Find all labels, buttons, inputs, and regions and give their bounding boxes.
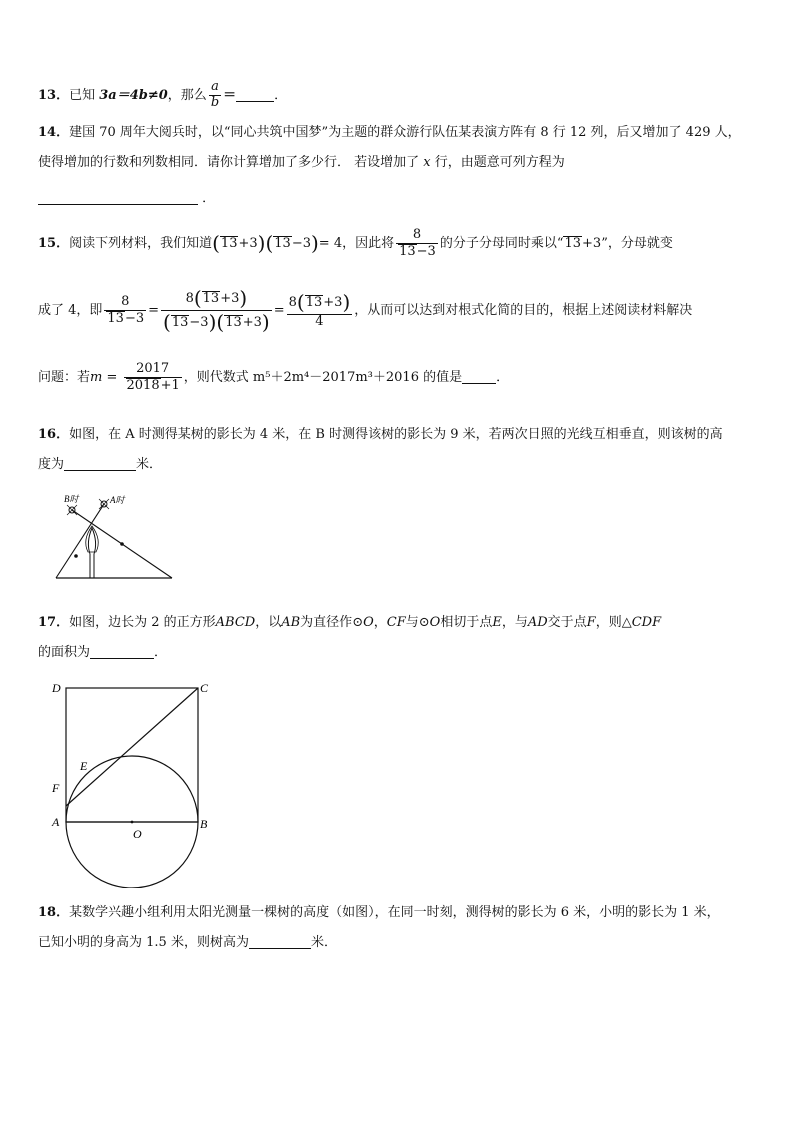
q16-line2b: 米． — [136, 457, 163, 472]
q13-equation: 3a＝4b≠0 — [99, 87, 168, 103]
question-16 — [38, 420, 758, 480]
tree-diagram-svg — [52, 492, 182, 582]
q13-frac-num: a — [211, 79, 219, 94]
q17-t4: ， — [373, 615, 387, 630]
question-17 — [38, 608, 758, 668]
eight: 8 — [185, 291, 194, 306]
q17-t7: ，与 — [501, 615, 528, 630]
label-o: O — [133, 827, 142, 841]
q15-plus3: +3 — [582, 236, 602, 251]
equals-sign: = — [273, 303, 285, 318]
answer-blank[interactable] — [64, 454, 136, 471]
q16-tree-shadow-figure — [52, 492, 182, 582]
plus-one: +1 — [160, 377, 180, 393]
label-ab: AB — [281, 615, 301, 630]
q15-fraction-m — [124, 362, 182, 394]
q17-end: ． — [154, 645, 168, 660]
question-number: 17． — [38, 615, 70, 630]
frac-num: 8(13+3) — [185, 286, 248, 310]
q15-plus3: +3 — [220, 291, 240, 306]
q17-square-circle-figure — [46, 678, 222, 888]
frac-den — [104, 310, 146, 327]
q17-line1 — [38, 608, 758, 638]
frac-num: 8(13+3) — [288, 290, 351, 315]
q14-line2b: 行，由题意可列方程为 — [430, 155, 565, 170]
label-abcd: ABCD — [215, 615, 256, 630]
q15-t3: 的分子分母同时乘以“ — [439, 236, 564, 251]
var-m: m — [90, 370, 103, 385]
sqrt-13: 13 — [225, 315, 242, 330]
frac-den — [124, 377, 182, 394]
q15-fraction-3 — [161, 287, 272, 334]
q15-eq4: = 4 — [318, 236, 343, 251]
answer-blank[interactable] — [38, 188, 198, 205]
label-f: F — [52, 781, 60, 795]
label-d: D — [52, 681, 61, 695]
q13-text-a: 已知 — [69, 87, 96, 103]
q15-line1: 15．阅读下列材料，我们知道(13+3)(13−3)= 4，因此将 $\frac{8}{13-3}$ 的分子分母同时乘以“13+3”，分母就变 — [38, 226, 673, 259]
q17-line2a: 的面积为 — [38, 645, 91, 660]
q16-line2a: 度为 — [38, 457, 65, 472]
q14-line2 — [38, 148, 758, 178]
question-18 — [38, 898, 758, 958]
answer-blank[interactable] — [90, 642, 154, 659]
frac-num: 8 — [412, 226, 422, 242]
q17-line2 — [38, 638, 758, 668]
sqrt-13: 13 — [171, 315, 189, 330]
answer-blank[interactable] — [249, 932, 311, 949]
q15-t2: ，因此将 — [342, 236, 395, 251]
label-a-time: A时 — [110, 495, 125, 505]
q15-end: ． — [496, 370, 510, 385]
frac-num: 2017 — [136, 360, 170, 376]
circle-o-symbol: ⊙O — [418, 615, 441, 630]
q15-line3: 问题：若m = $\frac{2017}{2018+1}$ ，则代数式 m⁵＋2m⁴－2017m³＋2016 的值是 ． — [38, 360, 510, 393]
answer-blank[interactable] — [462, 367, 496, 384]
answer-blank[interactable] — [236, 85, 274, 102]
q16-line1 — [38, 420, 758, 450]
triangle-cdf: △CDF — [621, 615, 662, 630]
sqrt-13: 13 — [399, 243, 416, 259]
q13-end: ． — [274, 87, 288, 103]
label-a: A — [52, 815, 60, 829]
question-number: 13． — [38, 87, 70, 103]
q15-minus3: −3 — [291, 236, 311, 251]
q14-line1 — [38, 118, 758, 148]
frac-den: 4 — [287, 314, 353, 330]
frac-den: (13−3)(13+3) — [163, 310, 270, 334]
q16-line2 — [38, 450, 758, 480]
q15-fraction-4 — [287, 291, 353, 330]
q15-t7: 问题：若 — [38, 370, 91, 385]
q17-t5: 与 — [405, 615, 419, 630]
q18-line1-text: 某数学兴趣小组利用太阳光测量一棵树的高度（如图），在同一时刻，测得树的影长为 6 米，小明的影长为 1 米， — [69, 905, 720, 920]
q18-line2 — [38, 928, 758, 958]
label-e: E — [492, 615, 502, 630]
question-number: 14． — [38, 125, 70, 140]
q15-minus3: −3 — [124, 310, 145, 326]
equals-sign: = — [148, 303, 160, 318]
question-number: 15． — [38, 236, 70, 251]
sqrt-13: 13 — [305, 295, 323, 311]
q15-fraction-2 — [104, 295, 146, 327]
sqrt-2018: 2018 — [126, 377, 160, 393]
q17-t8: 交于点 — [547, 615, 587, 630]
q18-line1 — [38, 898, 758, 928]
q13-frac-den: b — [210, 94, 220, 110]
q15-plus3: +3 — [323, 295, 343, 311]
q17-t2: ，以 — [255, 615, 282, 630]
q17-t9: ，则 — [595, 615, 622, 630]
q17-t6: 相切于点 — [440, 615, 493, 630]
q15-t4: ”，分母就变 — [601, 236, 673, 251]
eight: 8 — [288, 295, 297, 311]
label-e: E — [80, 759, 88, 773]
label-b: B — [200, 817, 208, 831]
q14-line3 — [38, 184, 758, 214]
label-ad: AD — [527, 615, 548, 630]
q18-line2b: 米． — [310, 935, 337, 950]
sqrt-13: 13 — [564, 236, 582, 251]
sun-a-icon — [99, 499, 109, 509]
sun-b-icon — [67, 505, 77, 515]
q14-var: x — [423, 155, 431, 170]
label-cf: CF — [386, 615, 406, 630]
q14-line2a: 使得增加的行数和列数相同．请你计算增加了多少行． 若设增加了 — [38, 155, 420, 170]
q18-line2a: 已知小明的身高为 1.5 米，则树高为 — [38, 935, 249, 950]
sqrt-13: 13 — [202, 291, 220, 306]
label-c: C — [200, 681, 209, 695]
question-number: 16． — [38, 427, 70, 442]
label-f: F — [586, 615, 596, 630]
q15-fraction-1 — [396, 228, 438, 260]
q15-t8: ，则代数式 m⁵＋2m⁴－2017m³＋2016 的值是 — [183, 370, 463, 385]
question-13 — [38, 80, 758, 111]
square-circle-svg — [46, 678, 222, 888]
label-b-time: B时 — [64, 494, 79, 504]
q15-plus3: +3 — [242, 315, 262, 330]
q15-plus3: +3 — [238, 236, 258, 251]
q14-line1-text: 建国 70 周年大阅兵时，以“同心共筑中国梦”为主题的群众游行队伍某表演方阵有 8 行 12 列，后又增加了 429 人， — [69, 125, 741, 140]
sqrt-13: 13 — [220, 236, 238, 251]
q17-t3: 为直径作 — [300, 615, 353, 630]
q13-equals: ＝ — [223, 87, 237, 103]
q15-line2 — [38, 286, 758, 336]
frac-den — [396, 243, 438, 260]
q17-t1: 如图，边长为 2 的正方形 — [69, 615, 216, 630]
frac-num: 8 — [121, 293, 130, 309]
q15-t1: 阅读下列材料，我们知道 — [69, 236, 213, 251]
question-15 — [38, 222, 758, 400]
q13-fraction — [209, 80, 221, 111]
question-14 — [38, 118, 758, 214]
q15-minus3: −3 — [416, 243, 436, 259]
sqrt-13: 13 — [274, 236, 291, 251]
question-number: 18． — [38, 905, 70, 920]
circle-o-symbol: ⊙O — [352, 615, 374, 630]
q15-t5: 成了 4，即 — [38, 303, 103, 318]
q15-t6: ，从而可以达到对根式化简的目的，根据上述阅读材料解决 — [354, 303, 693, 318]
q14-end: ． — [202, 191, 216, 206]
q13-text-b: ，那么 — [167, 87, 207, 103]
sqrt-13: 13 — [107, 310, 124, 326]
q15-minus3: −3 — [189, 315, 209, 330]
q16-line1-text: 如图，在 A 时测得某树的影长为 4 米，在 B 时测得该树的影长为 9 米，若两次日照的光线互相垂直，则该树的高 — [69, 427, 723, 442]
